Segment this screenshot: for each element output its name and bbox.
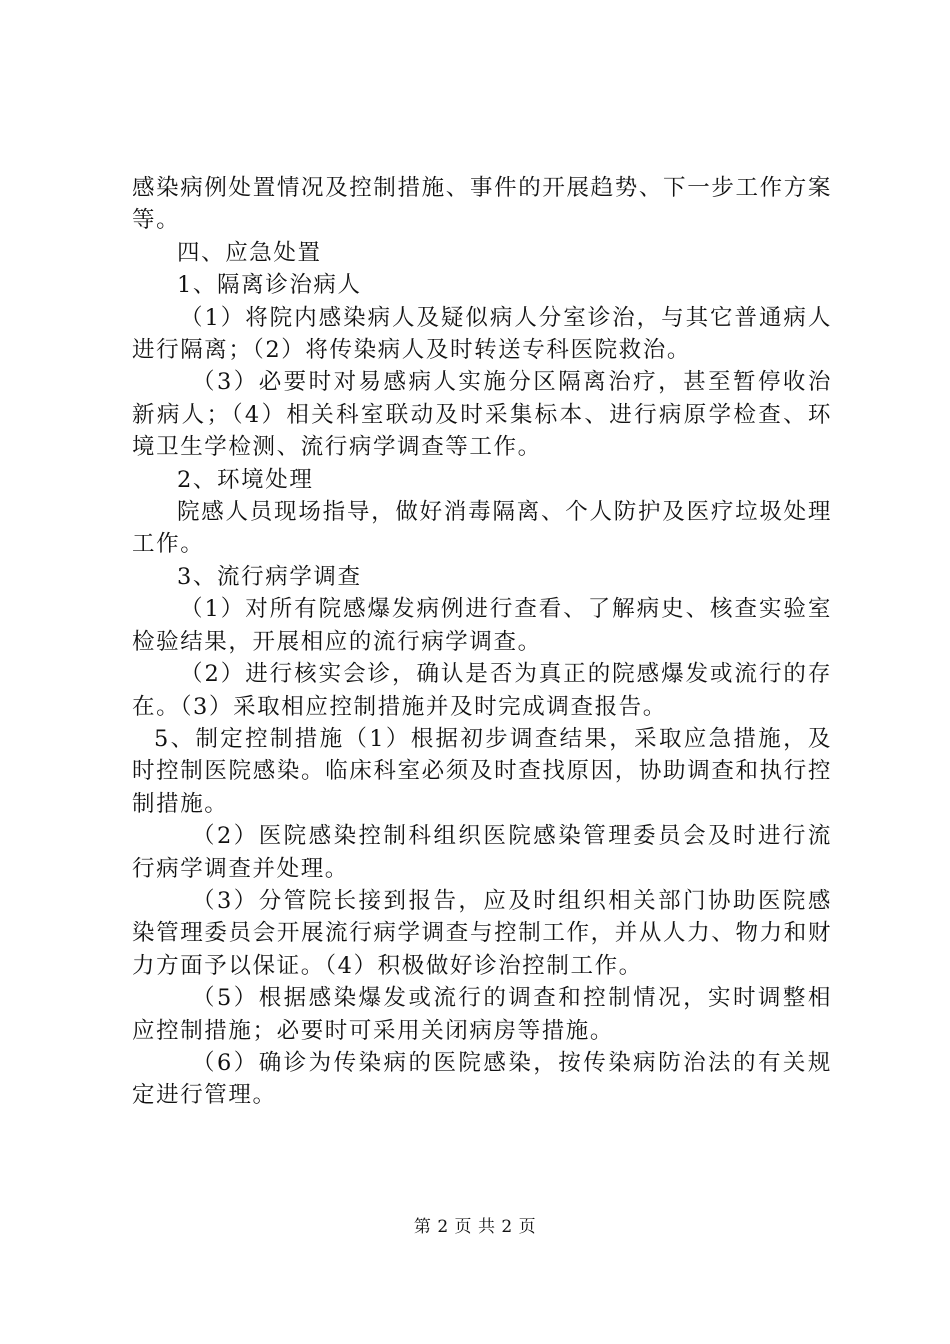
- page-number: 第 2 页 共 2 页: [413, 1217, 537, 1237]
- paragraph-continuation: 感染病例处置情况及控制措施、事件的开展趋势、下一步工作方案等。: [132, 175, 832, 234]
- heading-epidemiology: 3、流行病学调查: [177, 563, 362, 590]
- paragraph-epidemiology-2: （2）进行核实会诊，确认是否为真正的院感爆发或流行的存在。（3）采取相应控制措施并及时完成调查报告。: [132, 661, 832, 720]
- paragraph-isolation-3: （3）必要时对易感病人实施分区隔离治疗，甚至暂停收治新病人；（4）相关科室联动及时采集标本、进行病原学检查、环境卫生学检测、流行病学调查等工作。: [132, 369, 832, 461]
- page-footer: [0, 1212, 950, 1237]
- paragraph-control-1: 5、制定控制措施（1）根据初步调查结果，采取应急措施，及时控制医院感染。临床科室必须及时查找原因，协助调查和执行控制措施。: [132, 725, 832, 817]
- paragraph-environment: 院感人员现场指导，做好消毒隔离、个人防护及医疗垃圾处理工作。: [132, 499, 832, 558]
- paragraph-control-2: （2）医院感染控制科组织医院感染管理委员会及时进行流行病学调查并处理。: [132, 823, 832, 882]
- paragraph-control-3: （3）分管院长接到报告，应及时组织相关部门协助医院感染管理委员会开展流行病学调查与控制工作，并从人力、物力和财力方面予以保证。（4）积极做好诊治控制工作。: [132, 887, 832, 979]
- document-body: [132, 172, 832, 1112]
- heading-isolation-treatment: 1、隔离诊治病人: [177, 272, 362, 299]
- paragraph-isolation-1: （1）将院内感染病人及疑似病人分室诊治，与其它普通病人进行隔离；（2）将传染病人及时转送专科医院救治。: [132, 304, 832, 364]
- paragraph-control-5: （5）根据感染爆发或流行的调查和控制情况，实时调整相应控制措施；必要时可采用关闭病房等措施。: [132, 985, 832, 1044]
- paragraph-epidemiology-1: （1）对所有院感爆发病例进行查看、了解病史、核查实验室检验结果，开展相应的流行病学调查。: [132, 596, 832, 655]
- heading-environment: 2、环境处理: [177, 466, 314, 493]
- paragraph-control-6: （6）确诊为传染病的医院感染，按传染病防治法的有关规定进行管理。: [132, 1049, 832, 1109]
- heading-emergency-response: 四、应急处置: [177, 239, 322, 266]
